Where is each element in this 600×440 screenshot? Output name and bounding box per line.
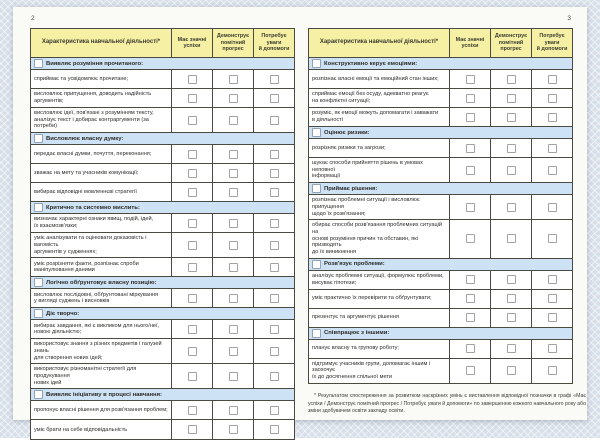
criterion-row [31, 320, 294, 339]
section-row [309, 58, 572, 70]
checkbox-cell [490, 70, 531, 88]
checkbox-cell [490, 139, 531, 157]
checkbox-notable-progress[interactable] [229, 325, 238, 334]
checkbox-notable-progress[interactable] [229, 372, 238, 381]
checkbox-notable-progress[interactable] [507, 294, 516, 303]
checkbox-notable-progress[interactable] [507, 366, 516, 375]
checkbox-cell [171, 420, 212, 439]
section-title: Логічно обґрунтовує власну позицію: [46, 279, 157, 286]
checkbox-notable-progress[interactable] [229, 294, 238, 303]
checkbox-cell [531, 309, 572, 327]
criterion-label: висловлює ідеї, пов'язані з розумінням тексту, аналізує текст і добирає контраргументи (за потреби) [34, 110, 154, 130]
criterion-row [309, 139, 572, 158]
checkbox-cell [531, 340, 572, 358]
checkbox-cell [253, 258, 294, 276]
checkbox-needs-attention[interactable] [548, 313, 557, 322]
checkbox-cell [212, 339, 253, 363]
criterion-label: вибирає завдання, які є викликом для нього/неї, новою діяльністю; [34, 322, 160, 336]
column-header-activity: Характеристика навчальної діяльності* [319, 39, 439, 46]
checkbox-significant-success[interactable] [188, 372, 197, 381]
checkbox-cell [212, 164, 253, 182]
checkbox-notable-progress[interactable] [229, 347, 238, 356]
checkbox-significant-success[interactable] [466, 203, 475, 212]
checkbox-needs-attention[interactable] [270, 75, 279, 84]
checkbox-significant-success[interactable] [466, 94, 475, 103]
checkbox-cell [531, 108, 572, 126]
section-title: Виявляє розуміння прочитаного: [46, 60, 144, 67]
checkbox-needs-attention[interactable] [270, 219, 279, 228]
checkbox-significant-success[interactable] [188, 219, 197, 228]
checkbox-needs-attention[interactable] [548, 75, 557, 84]
criterion-label: уміє розрізняти факти, розпізнає спроби маніпулювання даними [34, 260, 139, 274]
checkbox-notable-progress[interactable] [229, 116, 238, 125]
criterion-label: сприймає емоції без осуду, адекватно реагує на конфліктні ситуації; [312, 91, 429, 104]
criterion-label: використовує різноманітні стратегії для продукування нових ідей [34, 366, 137, 386]
checkbox-notable-progress[interactable] [229, 169, 238, 178]
checkbox-cell [171, 89, 212, 107]
checkbox-needs-attention[interactable] [270, 425, 279, 434]
column-header-notable-progress: Демонструє помітний прогрес [212, 29, 253, 57]
checkbox-notable-progress[interactable] [507, 113, 516, 122]
checkbox-cell [171, 339, 212, 363]
checkbox-needs-attention[interactable] [548, 166, 557, 175]
criterion-row [309, 195, 572, 220]
criterion-row [309, 158, 572, 183]
criterion-row [309, 108, 572, 127]
checkbox-cell [449, 309, 490, 327]
checkbox-cell [171, 164, 212, 182]
criterion-label: уміє аналізувати та оцінювати доказовість і вагомість аргументів у судженнях; [34, 235, 147, 255]
checkbox-needs-attention[interactable] [548, 203, 557, 212]
section-title: Діє творчо: [46, 310, 80, 317]
checkbox-notable-progress[interactable] [507, 94, 516, 103]
criterion-label: вибирає відповідні мовленнєві стратегії [34, 188, 137, 195]
checkbox-notable-progress[interactable] [229, 75, 238, 84]
checkbox-cell [449, 195, 490, 219]
checkbox-cell [212, 108, 253, 132]
checkbox-cell [171, 233, 212, 257]
checkbox-cell [253, 145, 294, 163]
checkbox-cell [490, 220, 531, 258]
checkbox-cell [171, 145, 212, 163]
checkbox-cell [171, 401, 212, 419]
criterion-label: уміє практично їх перевірити та обґрунтувати; [312, 295, 432, 302]
column-header-activity: Характеристика навчальної діяльності* [41, 39, 161, 46]
checkbox-cell [490, 271, 531, 289]
criterion-label: презентує та аргументує рішення [312, 314, 399, 321]
checkbox-cell [171, 108, 212, 132]
criterion-label: розпізнає проблемні ситуації і висловлює припущення щодо їх розв'язання; [312, 197, 420, 217]
checkbox-cell [171, 183, 212, 201]
criterion-label: висловлює припущення, доводить надійність аргументів; [34, 91, 152, 104]
checkbox-needs-attention[interactable] [548, 234, 557, 243]
criterion-row [309, 220, 572, 259]
column-header-needs-attention: Потребує уваги й допомоги [531, 29, 572, 57]
checkbox-significant-success[interactable] [466, 113, 475, 122]
section-checkbox[interactable] [34, 278, 43, 287]
section-row [31, 277, 294, 289]
checkbox-notable-progress[interactable] [507, 344, 516, 353]
checkbox-cell [212, 145, 253, 163]
checkbox-notable-progress[interactable] [507, 275, 516, 284]
checkbox-significant-success[interactable] [188, 150, 197, 159]
table-header-row [31, 29, 294, 58]
checkbox-significant-success[interactable] [466, 366, 475, 375]
checkbox-cell [490, 359, 531, 383]
checkbox-significant-success[interactable] [188, 294, 197, 303]
checkbox-cell [212, 89, 253, 107]
section-row [31, 308, 294, 320]
section-checkbox[interactable] [312, 329, 321, 338]
section-checkbox[interactable] [312, 59, 321, 68]
checkbox-significant-success[interactable] [188, 347, 197, 356]
section-checkbox[interactable] [34, 59, 43, 68]
checkbox-needs-attention[interactable] [270, 263, 279, 272]
checkbox-needs-attention[interactable] [270, 347, 279, 356]
criterion-label: розуміє, як емоції можуть допомагати і заважати в діяльності [312, 110, 439, 123]
checkbox-cell [253, 364, 294, 388]
checkbox-cell [531, 195, 572, 219]
checkbox-notable-progress[interactable] [507, 144, 516, 153]
checkbox-cell [171, 320, 212, 338]
checkbox-notable-progress[interactable] [229, 94, 238, 103]
criterion-label: передає власні думки, почуття, переконання; [34, 150, 152, 157]
criterion-row [31, 89, 294, 108]
criterion-row [309, 309, 572, 328]
checkbox-cell [212, 183, 253, 201]
checkbox-significant-success[interactable] [466, 75, 475, 84]
checkbox-needs-attention[interactable] [270, 406, 279, 415]
checkbox-significant-success[interactable] [466, 275, 475, 284]
checkbox-needs-attention[interactable] [270, 150, 279, 159]
criterion-row [31, 70, 294, 89]
criterion-row [31, 258, 294, 277]
checkbox-cell [253, 70, 294, 88]
checkbox-notable-progress[interactable] [507, 313, 516, 322]
criterion-label: уміє брати на себе відповідальність [34, 426, 128, 433]
checkbox-significant-success[interactable] [188, 263, 197, 272]
criterion-row [309, 359, 572, 383]
checkbox-needs-attention[interactable] [548, 275, 557, 284]
section-row [309, 183, 572, 195]
section-row [309, 259, 572, 271]
checkbox-cell [171, 289, 212, 307]
criterion-row [31, 214, 294, 233]
checkbox-significant-success[interactable] [188, 116, 197, 125]
checkbox-cell [531, 290, 572, 308]
checkbox-needs-attention[interactable] [548, 344, 557, 353]
checkbox-cell [212, 258, 253, 276]
checkbox-notable-progress[interactable] [229, 406, 238, 415]
checkbox-needs-attention[interactable] [270, 169, 279, 178]
section-title: Конструктивно керує емоціями: [324, 60, 418, 67]
checkbox-cell [490, 290, 531, 308]
checkbox-needs-attention[interactable] [270, 372, 279, 381]
checkbox-significant-success[interactable] [466, 166, 475, 175]
criterion-row [31, 145, 294, 164]
section-checkbox[interactable] [34, 203, 43, 212]
checkbox-cell [531, 89, 572, 107]
checkbox-cell [212, 214, 253, 232]
column-header-needs-attention: Потребує уваги й допомоги [253, 29, 294, 57]
section-checkbox[interactable] [312, 184, 321, 193]
checkbox-needs-attention[interactable] [270, 116, 279, 125]
checkbox-cell [449, 271, 490, 289]
checkbox-cell [171, 258, 212, 276]
checkbox-cell [531, 359, 572, 383]
section-row [309, 127, 572, 139]
checkbox-cell [490, 108, 531, 126]
checkbox-significant-success[interactable] [188, 188, 197, 197]
checkbox-cell [253, 339, 294, 363]
checkbox-cell [490, 158, 531, 182]
checkbox-cell [449, 340, 490, 358]
checkbox-cell [490, 340, 531, 358]
criterion-row [31, 420, 294, 439]
checkbox-needs-attention[interactable] [270, 94, 279, 103]
checkbox-cell [212, 70, 253, 88]
criterion-row [31, 339, 294, 364]
criterion-label: використовує знання з різних предметів і галузей знань для створення нових ідей; [34, 341, 162, 361]
checkbox-notable-progress[interactable] [229, 219, 238, 228]
criterion-label: підтримує учасників групи, допомагає іншим і заохочує їх до досягнення спільної мети [312, 360, 431, 381]
checkbox-significant-success[interactable] [466, 144, 475, 153]
column-header-significant-success: Має значні успіхи [171, 29, 212, 57]
checkbox-cell [449, 89, 490, 107]
checkbox-cell [171, 364, 212, 388]
checkbox-cell [253, 214, 294, 232]
criterion-label: обирає способи розв'язання проблемних ситуацій на основі розуміння причин та обставин, які призводять до їх виникнення [312, 222, 443, 256]
page-spread [13, 7, 587, 433]
criterion-row [309, 89, 572, 108]
checkbox-cell [449, 220, 490, 258]
section-title: Оцінює ризики: [324, 129, 370, 136]
criterion-row [31, 401, 294, 420]
checkbox-cell [253, 320, 294, 338]
criterion-label: пропонує власні рішення для розв'язання проблем; [34, 407, 168, 414]
page-number-right: 3 [567, 15, 571, 22]
section-checkbox[interactable] [34, 390, 43, 399]
criterion-label: розрізняє ризики та загрози; [312, 144, 386, 151]
section-checkbox[interactable] [312, 128, 321, 137]
section-checkbox[interactable] [312, 260, 321, 269]
checkbox-cell [449, 359, 490, 383]
criterion-label: планує власну та групову роботу; [312, 345, 399, 352]
column-header-significant-success: Має значні успіхи [449, 29, 490, 57]
section-title: Виявляє ініціативу в процесі навчання: [46, 391, 163, 398]
section-row [31, 389, 294, 401]
checkbox-significant-success[interactable] [466, 294, 475, 303]
checkbox-cell [212, 289, 253, 307]
assessment-table-page-3 [308, 28, 573, 384]
checkbox-notable-progress[interactable] [229, 425, 238, 434]
checkbox-significant-success[interactable] [466, 234, 475, 243]
checkbox-needs-attention[interactable] [548, 366, 557, 375]
checkbox-notable-progress[interactable] [229, 150, 238, 159]
criterion-row [309, 70, 572, 89]
footnote: * Результатом спостереження за розвитком наскрізних умінь є виставлення відповідної позначки в графі «Має успіхи / Демонструє помітний прогрес / Потребує уваги й допомоги» по завершенню кожного навчального року або зміни здобувачем освіти закладу освіти. [308, 393, 586, 415]
checkbox-significant-success[interactable] [188, 169, 197, 178]
checkbox-cell [253, 108, 294, 132]
section-row [31, 202, 294, 214]
checkbox-cell [490, 309, 531, 327]
checkbox-notable-progress[interactable] [507, 203, 516, 212]
checkbox-cell [490, 195, 531, 219]
checkbox-notable-progress[interactable] [229, 241, 238, 250]
column-header-notable-progress: Демонструє помітний прогрес [490, 29, 531, 57]
criterion-label: висловлює послідовні, обґрунтовані міркування у вигляді суджень і висновків [34, 291, 159, 305]
section-title: Висловлює власну думку: [46, 135, 124, 142]
criterion-row [31, 289, 294, 308]
table-header-row [309, 29, 572, 58]
checkbox-cell [212, 320, 253, 338]
checkbox-cell [449, 70, 490, 88]
section-row [309, 328, 572, 340]
criterion-row [309, 340, 572, 359]
checkbox-notable-progress[interactable] [507, 234, 516, 243]
checkbox-needs-attention[interactable] [548, 94, 557, 103]
checkbox-needs-attention[interactable] [270, 241, 279, 250]
criterion-row [31, 183, 294, 202]
checkbox-significant-success[interactable] [188, 406, 197, 415]
criterion-label: шукає способи прийняття рішень в умовах неповної інформації [312, 160, 423, 180]
section-checkbox[interactable] [34, 309, 43, 318]
checkbox-cell [531, 139, 572, 157]
checkbox-cell [531, 158, 572, 182]
checkbox-cell [212, 420, 253, 439]
checkbox-needs-attention[interactable] [270, 188, 279, 197]
section-checkbox[interactable] [34, 134, 43, 143]
checkbox-significant-success[interactable] [188, 75, 197, 84]
criterion-label: аналізує проблемні ситуації, формулює проблеми, висуває гіпотези; [312, 273, 444, 286]
checkbox-needs-attention[interactable] [270, 294, 279, 303]
section-row [31, 58, 294, 70]
checkbox-cell [531, 271, 572, 289]
checkbox-needs-attention[interactable] [548, 294, 557, 303]
checkbox-cell [212, 401, 253, 419]
checkbox-cell [253, 164, 294, 182]
checkbox-significant-success[interactable] [466, 313, 475, 322]
section-title: Приймає рішення: [324, 185, 378, 192]
checkbox-needs-attention[interactable] [548, 144, 557, 153]
checkbox-significant-success[interactable] [188, 425, 197, 434]
checkbox-cell [212, 364, 253, 388]
criterion-row [31, 233, 294, 258]
checkbox-cell [531, 220, 572, 258]
checkbox-needs-attention[interactable] [270, 325, 279, 334]
criterion-label: сприймає та усвідомлює прочитане; [34, 75, 129, 82]
checkbox-significant-success[interactable] [188, 241, 197, 250]
checkbox-cell [253, 233, 294, 257]
checkbox-cell [253, 183, 294, 201]
checkbox-cell [449, 139, 490, 157]
checkbox-cell [212, 233, 253, 257]
checkbox-cell [531, 70, 572, 88]
checkbox-needs-attention[interactable] [548, 113, 557, 122]
criterion-row [31, 364, 294, 389]
checkbox-notable-progress[interactable] [507, 166, 516, 175]
criterion-row [31, 164, 294, 183]
page-number-left: 2 [31, 15, 35, 22]
criterion-row [309, 290, 572, 309]
criterion-label: визначає характерні ознаки явищ, подій, ідей, їх взаємозв'язки; [34, 216, 154, 230]
checkbox-notable-progress[interactable] [229, 188, 238, 197]
criterion-row [309, 271, 572, 290]
checkbox-cell [490, 89, 531, 107]
section-row [31, 133, 294, 145]
checkbox-significant-success[interactable] [188, 94, 197, 103]
checkbox-cell [171, 70, 212, 88]
checkbox-cell [449, 108, 490, 126]
checkbox-cell [449, 158, 490, 182]
checkbox-cell [253, 289, 294, 307]
checkbox-cell [253, 401, 294, 419]
criterion-label: зважає на мету та учасників комунікації; [34, 169, 139, 176]
section-title: Критично та системно мислить: [46, 204, 140, 211]
assessment-table-page-2 [30, 28, 295, 440]
checkbox-cell [171, 214, 212, 232]
checkbox-significant-success[interactable] [466, 344, 475, 353]
criterion-row [31, 108, 294, 133]
checkbox-cell [253, 420, 294, 439]
checkbox-notable-progress[interactable] [507, 75, 516, 84]
checkbox-notable-progress[interactable] [229, 263, 238, 272]
checkbox-significant-success[interactable] [188, 325, 197, 334]
checkbox-cell [449, 290, 490, 308]
section-title: Розв'язує проблеми: [324, 261, 385, 268]
section-title: Співпрацює з іншими: [324, 330, 390, 337]
checkbox-cell [253, 89, 294, 107]
criterion-label: розпізнає власні емоції та емоційний стан інших; [312, 75, 439, 82]
